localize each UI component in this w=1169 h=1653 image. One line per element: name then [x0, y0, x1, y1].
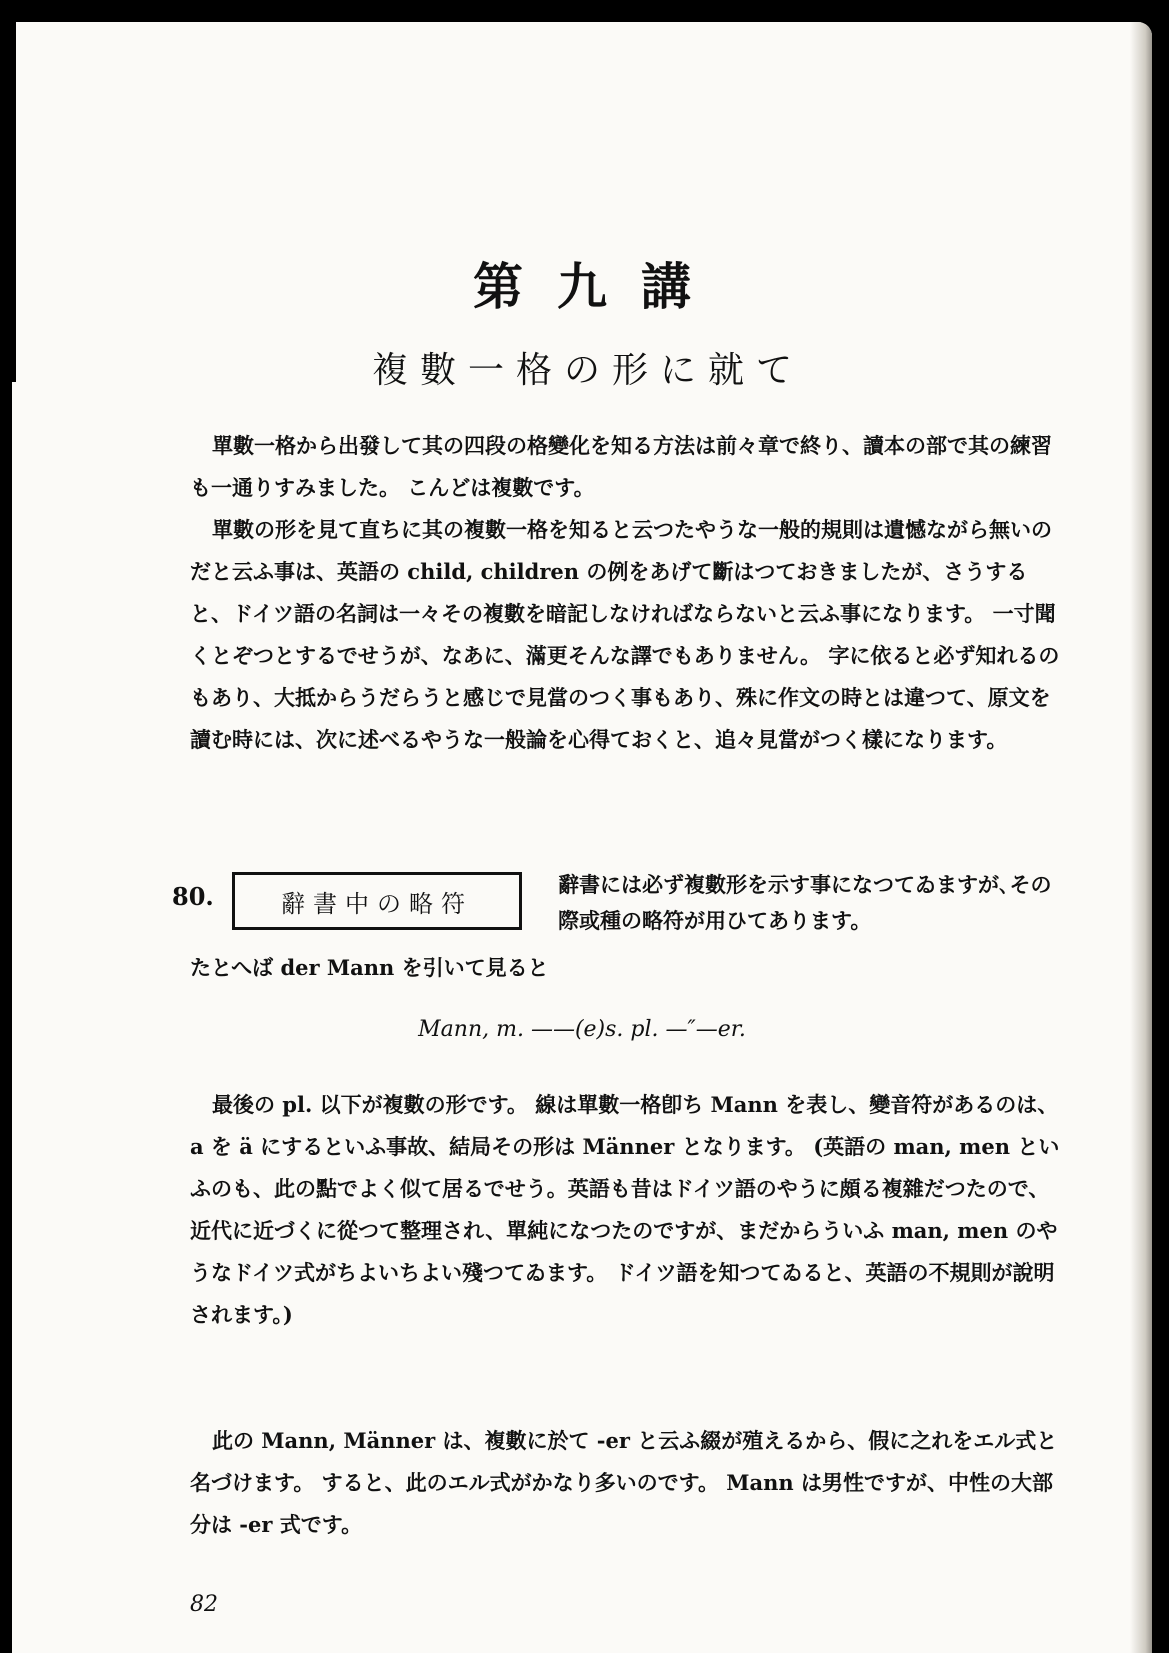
paragraph-2: 單數の形を見て直ちに其の複數一格を知ると云つたやうな一般的規則は遺憾ながら無いのだと云ふ事は、英語の child, children の例をあげて斷はつておきましたが、さうすると、ドイツ語の名詞は一々その複數を暗記しなければならないと云ふ事になります。 一寸聞くとぞつとするでせうが、なあに、滿更そんな譯でもありません。 字に依ると必ず知れるのもあり、大抵からうだらうと感じで見當のつく事もあり、殊に作文の時とは違つて、原文を讀む時には、次に述べるやうな一般論を心得ておくと、追々見當がつく樣になります。	[190, 517, 1060, 752]
dictionary-entry: Mann, m. ——(e)s. pl. —″—er.	[418, 1017, 746, 1042]
chapter-title: 第九講	[473, 257, 725, 316]
section-title: 辭書中の略符	[281, 889, 473, 918]
section-intro: 辭書には必ず複數形を示す事になつてゐますが､その際或種の略符が用ひてあります。	[558, 872, 1052, 933]
section-title-box	[232, 872, 522, 930]
chapter-subtitle: 複數一格の形に就て	[371, 350, 804, 391]
paragraph-4: 此の Mann, Männer は、複數に於て -er と云ふ綴が殖えるから、假に之れをエル式と名づけます。 すると、此のエル式がかなり多いのです。 Mann は男性ですが、中性の大部分は -er 式です。	[190, 1428, 1058, 1537]
page-number: 82	[190, 1592, 218, 1617]
binding-shadow	[12, 22, 16, 382]
example-line: たとへば der Mann を引いて見ると	[190, 955, 549, 980]
section-number: 80.	[172, 882, 214, 911]
book-page	[12, 22, 1152, 1653]
paragraph-3: 最後の pl. 以下が複數の形です。 線は單數一格卽ち Mann を表し、變音符があるのは、a を ä にするといふ事故、結局その形は Männer となります。 (英語の man, men といふのも、此の點でよく似て居るでせう。英語も昔はドイツ語のやうに頗る複雜だつたので、近代に近づくに從つて整理され、單純になつたのですが、まだからういふ man, men のやうなドイツ式がちよいちよい殘つてゐます。 ドイツ語を知つてゐると、英語の不規則が說明されます。)	[190, 1092, 1060, 1327]
paragraph-1: 單數一格から出發して其の四段の格變化を知る方法は前々章で終り、讀本の部で其の練習も一通りすみました。 こんどは複數です。	[190, 433, 1052, 500]
